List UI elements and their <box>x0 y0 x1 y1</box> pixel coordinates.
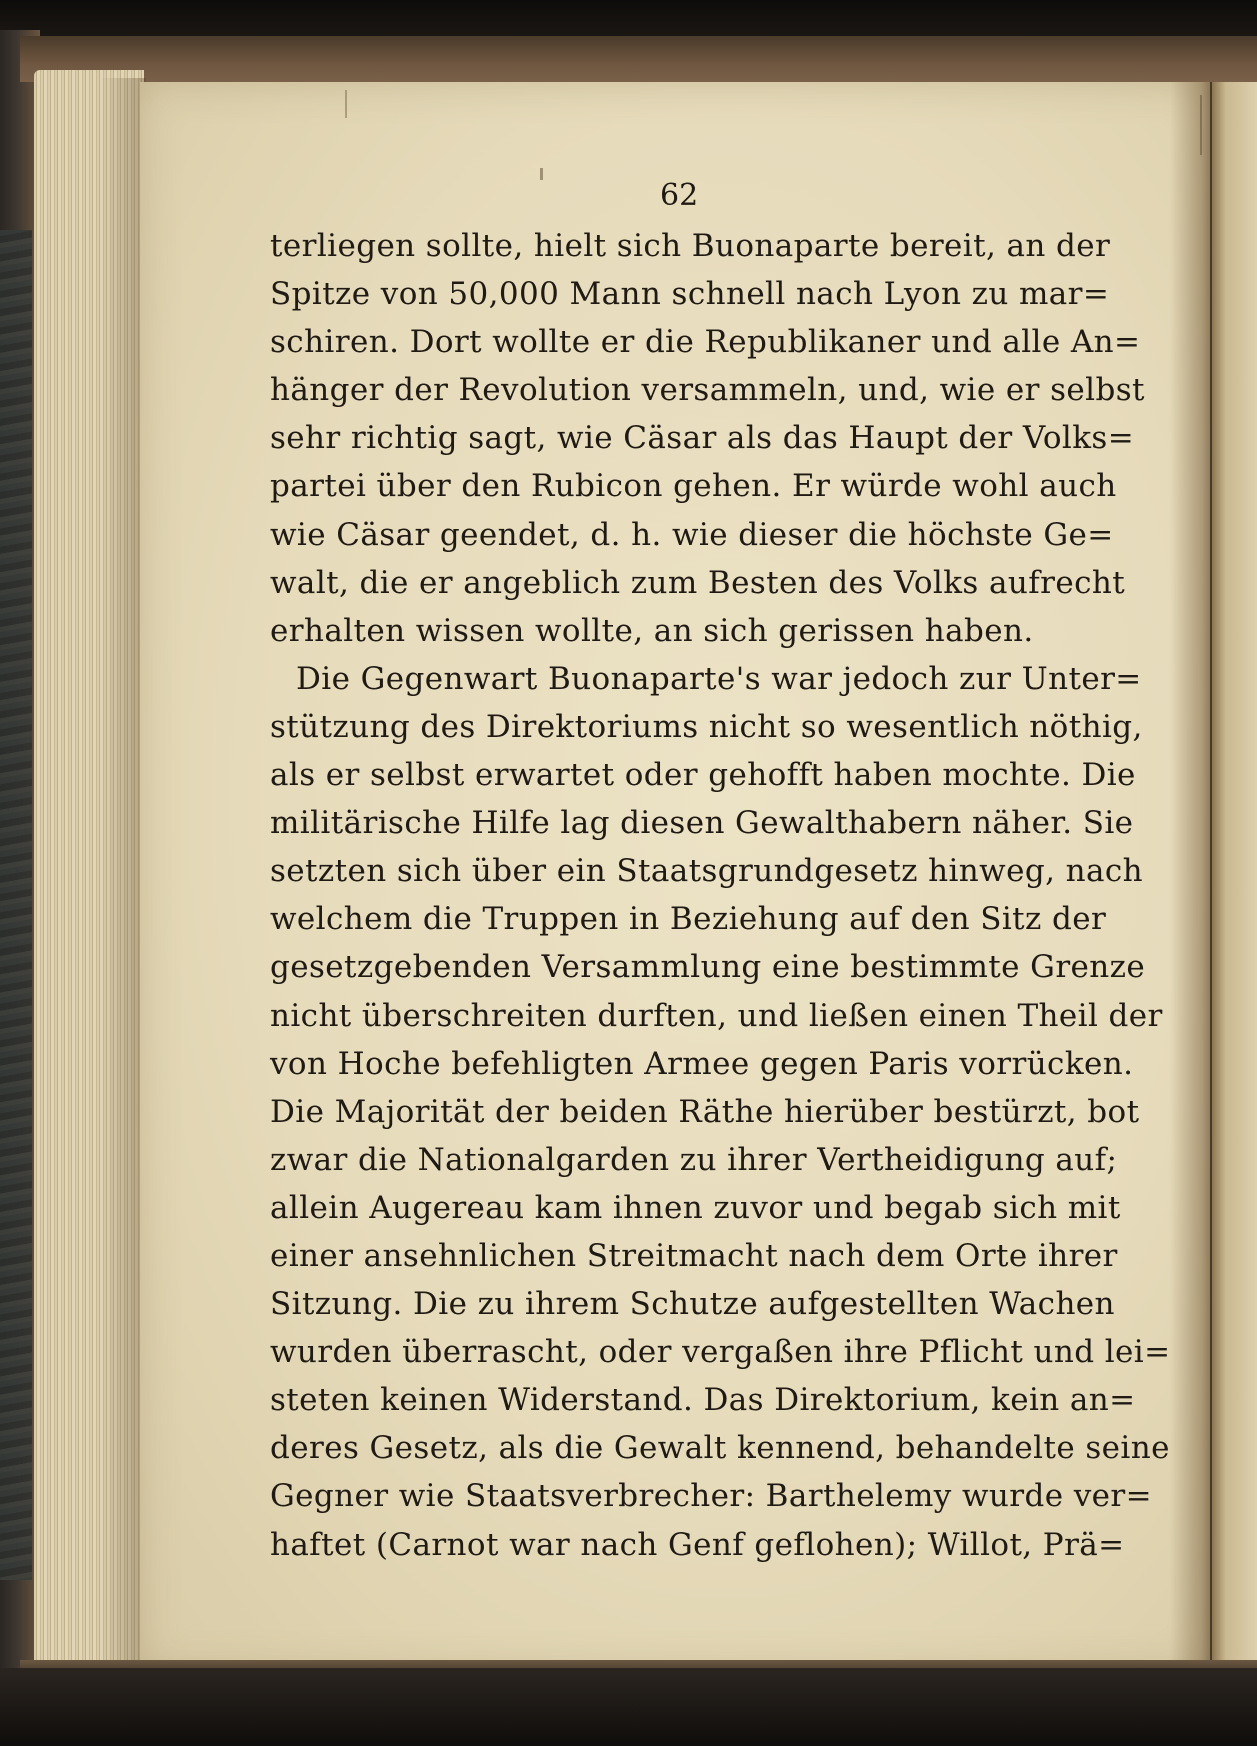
text-line: walt, die er angeblich zum Besten des Volks aufrecht <box>270 564 1126 601</box>
text-line: gesetzgebenden Versammlung eine bestimmte Grenze <box>270 949 1146 986</box>
text-line: als er selbst erwartet oder gehofft haben mochte. Die <box>270 757 1136 794</box>
background-bottom <box>0 1668 1257 1746</box>
text-line: hänger der Revolution versammeln, und, wie er selbst <box>270 372 1145 409</box>
text-line: wurden überrascht, oder vergaßen ihre Pflicht und lei= <box>270 1334 1171 1371</box>
text-line: haftet (Carnot war nach Genf geflohen); Willot, Prä= <box>270 1526 1125 1563</box>
text-line: allein Augereau kam ihnen zuvor und begab sich mit <box>270 1189 1121 1226</box>
book-cover-top <box>20 36 1257 82</box>
text-line: terliegen sollte, hielt sich Buonaparte bereit, an der <box>270 228 1111 264</box>
page-gutter <box>1170 82 1215 1672</box>
paper-mark <box>345 90 347 118</box>
text-line: wie Cäsar geendet, d. h. wie dieser die höchste Ge= <box>270 516 1114 553</box>
text-line: von Hoche befehligten Armee gegen Paris vorrücken. <box>270 1045 1134 1082</box>
text-line: setzten sich über ein Staatsgrundgesetz hinweg, nach <box>270 853 1143 890</box>
text-line: welchem die Truppen in Beziehung auf den Sitz der <box>270 901 1107 938</box>
text-line: Die Majorität der beiden Räthe hierüber bestürzt, bot <box>270 1093 1140 1130</box>
text-line: Spitze von 50,000 Mann schnell nach Lyon zu mar= <box>270 276 1110 313</box>
text-line: Sitzung. Die zu ihrem Schutze aufgestellten Wachen <box>270 1286 1115 1323</box>
page-text <box>270 222 1171 1569</box>
text-line: partei über den Rubicon gehen. Er würde wohl auch <box>270 468 1117 505</box>
text-line: einer ansehnlichen Streitmacht nach dem Orte ihrer <box>270 1237 1118 1274</box>
facing-page-edge <box>1212 82 1257 1672</box>
text-line: Gegner wie Staatsverbrecher: Barthelemy wurde ver= <box>270 1478 1152 1515</box>
text-line: stützung des Direktoriums nicht so wesentlich nöthig, <box>270 708 1143 745</box>
paper-mark <box>1200 95 1202 155</box>
text-line: deres Gesetz, als die Gewalt kennend, behandelte seine <box>270 1430 1170 1467</box>
text-line: nicht überschreiten durften, und ließen einen Theil der <box>270 997 1163 1034</box>
text-line: zwar die Nationalgarden zu ihrer Vertheidigung auf; <box>270 1141 1118 1178</box>
text-line: steten keinen Widerstand. Das Direktorium, kein an= <box>270 1382 1136 1419</box>
text-line: Die Gegenwart Buonaparte's war jedoch zur Unter= <box>296 660 1142 697</box>
paper-mark <box>540 168 543 180</box>
text-line: erhalten wissen wollte, an sich gerissen haben. <box>270 612 1034 649</box>
text-line: militärische Hilfe lag diesen Gewalthabern näher. Sie <box>270 805 1134 842</box>
text-line: schiren. Dort wollte er die Republikaner und alle An= <box>270 324 1141 361</box>
text-line: sehr richtig sagt, wie Cäsar als das Haupt der Volks= <box>270 420 1135 457</box>
book-cover-marbling <box>0 230 32 1580</box>
page-number: 62 <box>660 178 699 213</box>
